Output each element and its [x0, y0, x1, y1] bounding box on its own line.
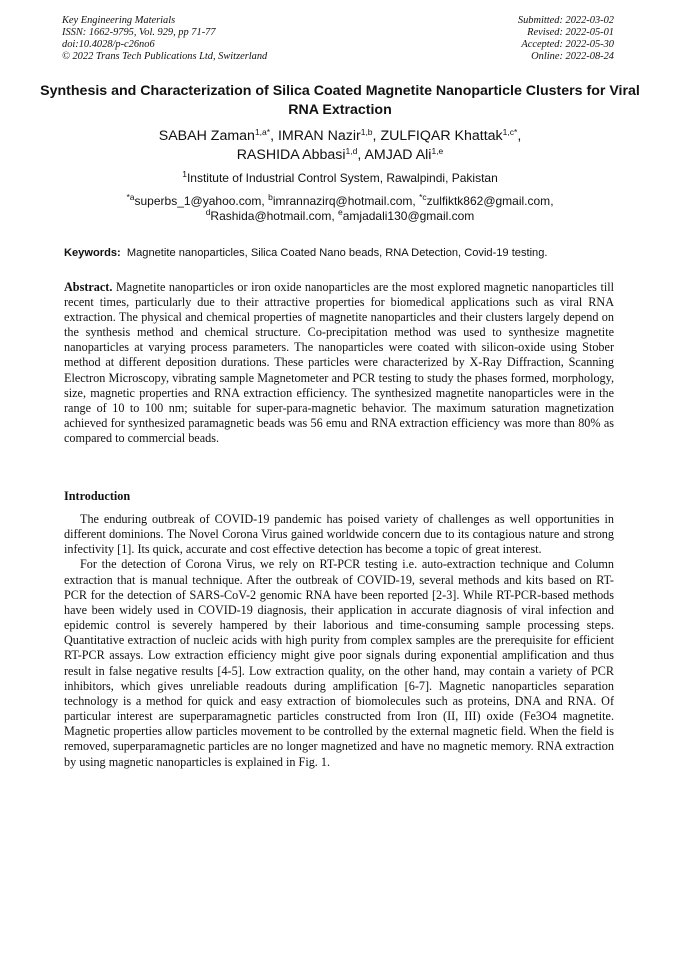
email-link[interactable]: $^{*c}$zulfiktk862@gmail.com	[419, 192, 551, 208]
email-link[interactable]: $^e$amjadali130@gmail.com	[338, 207, 475, 223]
paper-title: Synthesis and Characterization of Silica Coated Magnetite Nanoparticle Clusters for Viral RNA Extraction	[40, 83, 640, 118]
author: AMJAD Ali$^{1,e}$	[364, 146, 444, 163]
keywords-label: Keywords:	[64, 247, 121, 259]
date-accepted: Accepted: 2022-05-30	[521, 39, 614, 50]
author: ZULFIQAR Khattak$^{1,c*}$,	[380, 127, 522, 144]
keywords-text: Magnetite nanoparticles, Silica Coated Nano beads, RNA Detection, Covid-19 testing.	[126, 247, 548, 259]
date-revised: Revised: 2022-05-01	[527, 27, 614, 38]
author: RASHIDA Abbasi$^{1,d}$,	[236, 146, 365, 163]
paragraph: For the detection of Corona Virus, we rely on RT-PCR testing i.e. auto-extraction technique and Column extraction that is manual technique. After the outbreak of COVID-19, several methods and kits based on RT-PCR for the detection of SARS-CoV-2 genomic RNA have been reported [2-3]. While RT-PCR-based methods have been widely used in COVID-19 diagnosis, their application in accurate diagnosis of viral infection and epidemic control is severely hampered by their laborious and time-consuming sample processing steps. Quantitative extraction of nucleic acids with high purity from complex samples are the prerequisite for efficient RT-PCR assays. Low extraction efficiency might give poor signals during exponential amplification and thus result in false negative results [4-5]. Low extraction quality, on the other hand, may contain a variety of PCR inhibitors, which gives unreliable readouts during amplification [6-7]. Magnetic nanoparticles separation technology is a method for quick and easy extraction of biomolecules such as proteins, DNA and RNA. Of particular interest are superparamagnetic particles constructed from Iron (II, III) oxide (Fe3O4 magnetite. Magnetic properties allow particles movement to be controlled by the external magnetic field. When the field is removed, superparamagnetic particles are no longer magnetized and have no magnetic memory. RNA extraction by using magnetic nanoparticles is explained in Fig. 1.	[64, 557, 614, 769]
date-submitted: Submitted: 2022-03-02	[517, 15, 614, 26]
author: SABAH Zaman$^{1,a*}$,	[158, 127, 278, 144]
paragraph: The enduring outbreak of COVID-19 pandemic has poised variety of challenges as well opportunities in different dominions. The Novel Corona Virus gained worldwide concern due to its contagious nature and strong infectivity [1]. Its quick, accurate and cost effective detection has become a topic of great interest.	[64, 512, 614, 557]
author: IMRAN Nazir$^{1,b}$,	[277, 127, 381, 144]
journal-doi: doi:10.4028/p-c26no6	[62, 39, 155, 50]
journal-copyright: © 2022 Trans Tech Publications Ltd, Switzerland	[62, 51, 268, 62]
abstract	[64, 280, 614, 446]
date-online: Online: 2022-08-24	[531, 51, 614, 62]
abstract-label: Abstract.	[64, 280, 113, 294]
email-link[interactable]: $^{*a}$superbs_1@yahoo.com	[126, 192, 262, 208]
contact-emails: $^{*a}$superbs_1@yahoo.com, $^b$imrannazirq@hotmail.com, $^{*c}$zulfiktk862@gmail.com, $^d$Rashida@hotmail.com, $^e$amjadali130@gmail.com	[126, 192, 554, 223]
email-link[interactable]: $^b$imrannazirq@hotmail.com	[268, 192, 413, 208]
email-link[interactable]: $^d$Rashida@hotmail.com	[205, 207, 332, 223]
journal-issn: ISSN: 1662-9795, Vol. 929, pp 71-77	[62, 27, 216, 38]
author-list	[40, 127, 640, 165]
introduction-body	[64, 512, 614, 770]
journal-header	[62, 15, 267, 63]
publication-dates	[518, 15, 614, 63]
section-heading: Introduction	[64, 489, 131, 503]
journal-name: Key Engineering Materials	[62, 15, 176, 26]
keywords	[64, 246, 624, 260]
affiliation: $^1$Institute of Industrial Control System, Rawalpindi, Pakistan	[182, 169, 498, 185]
abstract-text: Magnetite nanoparticles or iron oxide nanoparticles are the most explored magnetic nanoparticles till recent times, particularly due to their attractive properties for biomedical applications such as viral RNA extraction. The physical and chemical properties of magnetite nanoparticles and their clusters largely depend on the synthesis method and chemical structure. Co-precipitation method was used to synthesize magnetite nanoparticles at varying process parameters. The nanoparticles were coated with silicon-oxide using Stober method at different deposition durations. These particles were characterized by X-Ray Diffraction, Scanning Electron Microscopy, vibrating sample Magnetometer and PCR testing to study the phases formed, morphology, size, magnetic properties and RNA extraction efficiency. The synthesized magnetite nanoparticles were in the range of 10 to 100 nm; suitable for super-para-magnetic behavior. The maximum saturation magnetization achieved for synthesized paramagnetic beads was 56 emu and RNA extraction efficiency was more than 80% as compared to commercial beads.	[64, 280, 614, 445]
